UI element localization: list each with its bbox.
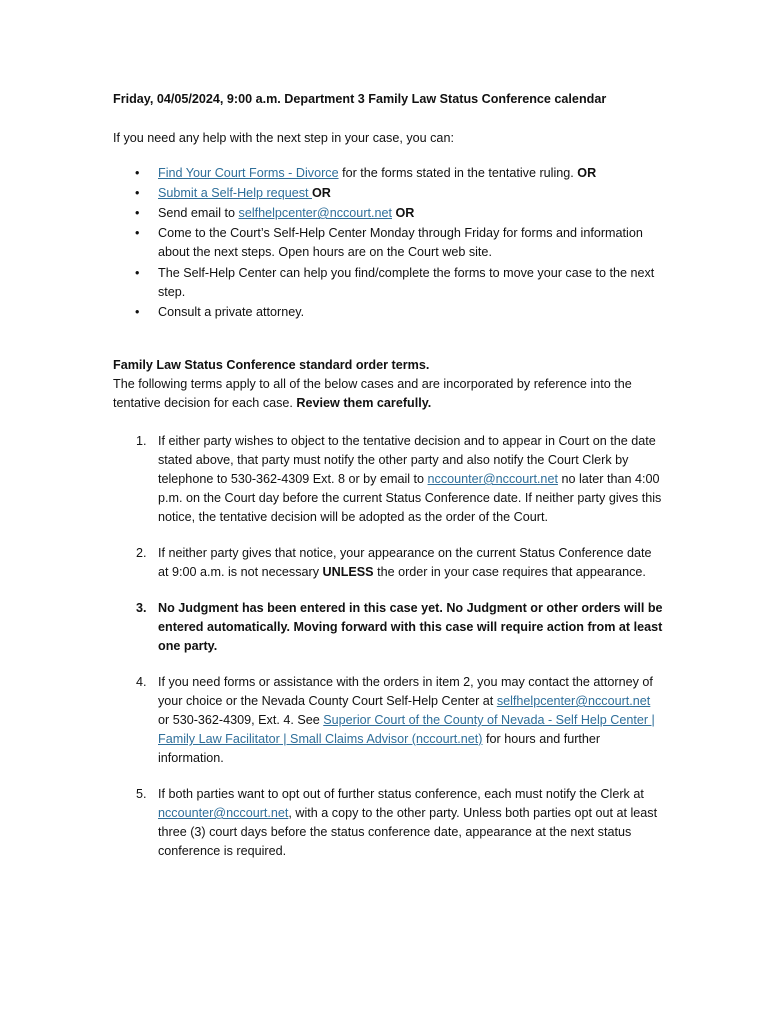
term-number: 4.	[136, 675, 147, 689]
term-number: 3.	[136, 601, 147, 615]
term-text: or 530-362-4309, Ext. 4. See	[158, 713, 324, 727]
or-label: OR	[312, 186, 331, 200]
find-court-forms-link[interactable]: Find Your Court Forms - Divorce	[158, 166, 339, 180]
help-intro: If you need any help with the next step in your case, you can:	[113, 131, 454, 145]
term-item-5	[113, 785, 663, 861]
help-item-court-forms	[113, 164, 663, 183]
standard-terms-list	[113, 432, 663, 861]
superior-court-self-help-link[interactable]: Superior Court of the County of Nevada - Self Help Center | Family Law Facilitator | Small Claims Advisor (nccourt.net)	[158, 713, 655, 746]
term-text: no later than 4:00 p.m. on the Court day before the current Status Conference date. If neither party gives this notice, the tentative decision will be adopted as the order of the Court.	[158, 472, 662, 524]
standard-terms-intro	[113, 375, 663, 413]
unless-label: UNLESS	[322, 565, 374, 579]
help-options-list	[113, 164, 663, 322]
term-text: If neither party gives that notice, your appearance on the current Status Conference date at 9:00 a.m. is not necessary	[158, 546, 652, 579]
term-text: No Judgment has been entered in this case yet. No Judgment or other orders will be entered automatically. Moving forward with this case will require action from at least one party.	[158, 601, 663, 653]
help-item-text: Come to the Court’s Self-Help Center Monday through Friday for forms and information about the next steps. Open hours are on the Court web site.	[158, 226, 643, 259]
selfhelpcenter-email-link[interactable]: selfhelpcenter@nccourt.net	[496, 694, 651, 708]
help-item-text: for the forms stated in the tentative ruling.	[338, 166, 578, 180]
term-text: the order in your case requires that appearance.	[373, 565, 646, 579]
or-label: OR	[395, 206, 415, 220]
term-text: If either party wishes to object to the tentative decision and to appear in Court on the date stated above, that party must notify the other party and also notify the Court Clerk by telephone to 530-362-4309 Ext. 8 or by email to	[158, 434, 656, 486]
term-text: If you need forms or assistance with the orders in item 2, you may contact the attorney of your choice or the Nevada County Court Self-Help Center at	[158, 675, 653, 708]
help-item-private-attorney	[113, 303, 663, 322]
submit-self-help-request-link[interactable]: Submit a Self-Help request	[158, 186, 312, 200]
term-number: 1.	[136, 434, 147, 448]
term-item-3	[113, 599, 663, 656]
term-item-1	[113, 432, 663, 527]
help-item-text: The Self-Help Center can help you find/complete the forms to move your case to the next step.	[158, 266, 655, 299]
term-text: If both parties want to opt out of further status conference, each must notify the Clerk at	[158, 787, 644, 801]
help-item-text: Consult a private attorney.	[158, 305, 305, 319]
help-item-self-help-request	[113, 184, 663, 203]
review-carefully-label: Review them carefully.	[296, 396, 432, 410]
calendar-title: Friday, 04/05/2024, 9:00 a.m. Department 3 Family Law Status Conference calendar	[113, 92, 607, 106]
terms-intro-text: The following terms apply to all of the below cases and are incorporated by reference into the tentative decision for each case.	[113, 377, 632, 410]
document-page	[113, 90, 663, 878]
term-text: , with a copy to the other party. Unless both parties opt out at least three (3) court days before the status conference date, appearance at the next status conference is required.	[158, 806, 658, 858]
or-label: OR	[577, 166, 597, 180]
help-item-center-assist	[113, 264, 663, 302]
nccounter-email-link[interactable]: nccounter@nccourt.net	[427, 472, 558, 486]
nccounter-email-link[interactable]: nccounter@nccourt.net	[158, 806, 289, 820]
term-text: for hours and further information.	[158, 732, 601, 765]
term-item-4	[113, 673, 663, 768]
term-item-2	[113, 544, 663, 582]
help-item-visit-center	[113, 224, 663, 262]
term-number: 2.	[136, 546, 147, 560]
selfhelpcenter-email-link[interactable]: selfhelpcenter@nccourt.net	[238, 206, 393, 220]
help-item-send-email	[113, 204, 663, 223]
help-item-text: Send email to	[158, 206, 239, 220]
standard-terms-heading: Family Law Status Conference standard order terms.	[113, 358, 430, 372]
term-number: 5.	[136, 787, 147, 801]
